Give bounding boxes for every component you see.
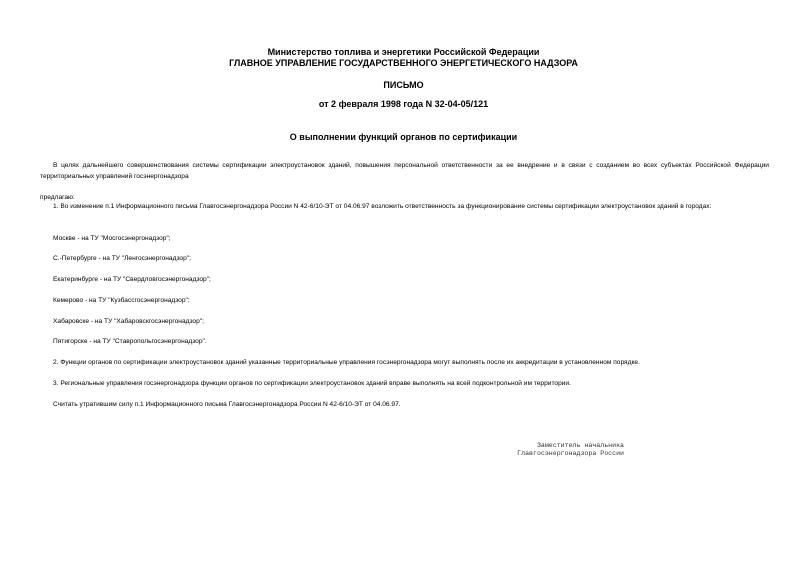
- item-3-paragraph: 3. Региональные управления госэнергонадзора функции органов по сертификации электроустановок зданий вправе выполнять на всей подконтрольной им территории.: [53, 380, 571, 387]
- city-item-pyatigorsk: Пятигорске - на ТУ "Ставропольгосэнергонадзор".: [53, 338, 207, 345]
- city-item-moscow: Москве - на ТУ "Мосгосэнергонадзор";: [53, 235, 171, 242]
- document-type: ПИСЬМО: [383, 80, 424, 90]
- city-item-spb: С.-Петербурге - на ТУ "Ленгосэнергонадзор";: [53, 255, 191, 262]
- document-subject: О выполнении функций органов по сертификации: [289, 132, 518, 142]
- signature-position: Заместитель начальника: [536, 442, 624, 449]
- ministry-title: Министерство топлива и энергетики Российской Федерации: [267, 47, 540, 57]
- repeal-paragraph: Считать утратившим силу п.1 Информационного письма Главгосэнергонадзора России N 42-6/10-ЭТ от 04.06.97.: [53, 401, 401, 408]
- city-item-ekaterinburg: Екатеринбурге - на ТУ "Свердловгосэнергонадзор";: [53, 276, 211, 283]
- item-1-paragraph: 1. Во изменение п.1 Информационного письма Главгосэнергонадзора России N 42-6/10-ЭТ от 04.06.97 возложить ответственность за функционирование системы сертификации электроустановок зданий в городах:: [53, 203, 712, 210]
- signature-organization: Главгосэнергонадзора России: [517, 450, 624, 457]
- document-date-number: от 2 февраля 1998 года N 32-04-05/121: [318, 99, 489, 109]
- city-item-kemerovo: Кемерово - на ТУ "Кузбассгосэнергонадзор";: [53, 297, 190, 304]
- proposes-label: предлагаю:: [40, 194, 75, 201]
- department-title: ГЛАВНОЕ УПРАВЛЕНИЕ ГОСУДАРСТВЕННОГО ЭНЕРГЕТИЧЕСКОГО НАДЗОРА: [229, 58, 578, 68]
- intro-paragraph: В целях дальнейшего совершенствования системы сертификации электроустановок зданий, повышения персональной ответственности за ее внедрение и в связи с созданием во всех субъектах Российской Федерации территориальных управлений госэнергонадзора: [40, 162, 769, 180]
- city-item-khabarovsk: Хабаровске - на ТУ "Хабаровскгосэнергонадзор";: [53, 318, 204, 325]
- item-2-paragraph: 2. Функции органов по сертификации электроустановок зданий указанные территориальные управления госэнергонадзора могут выполнять после их аккредитации в установленном порядке.: [53, 359, 640, 366]
